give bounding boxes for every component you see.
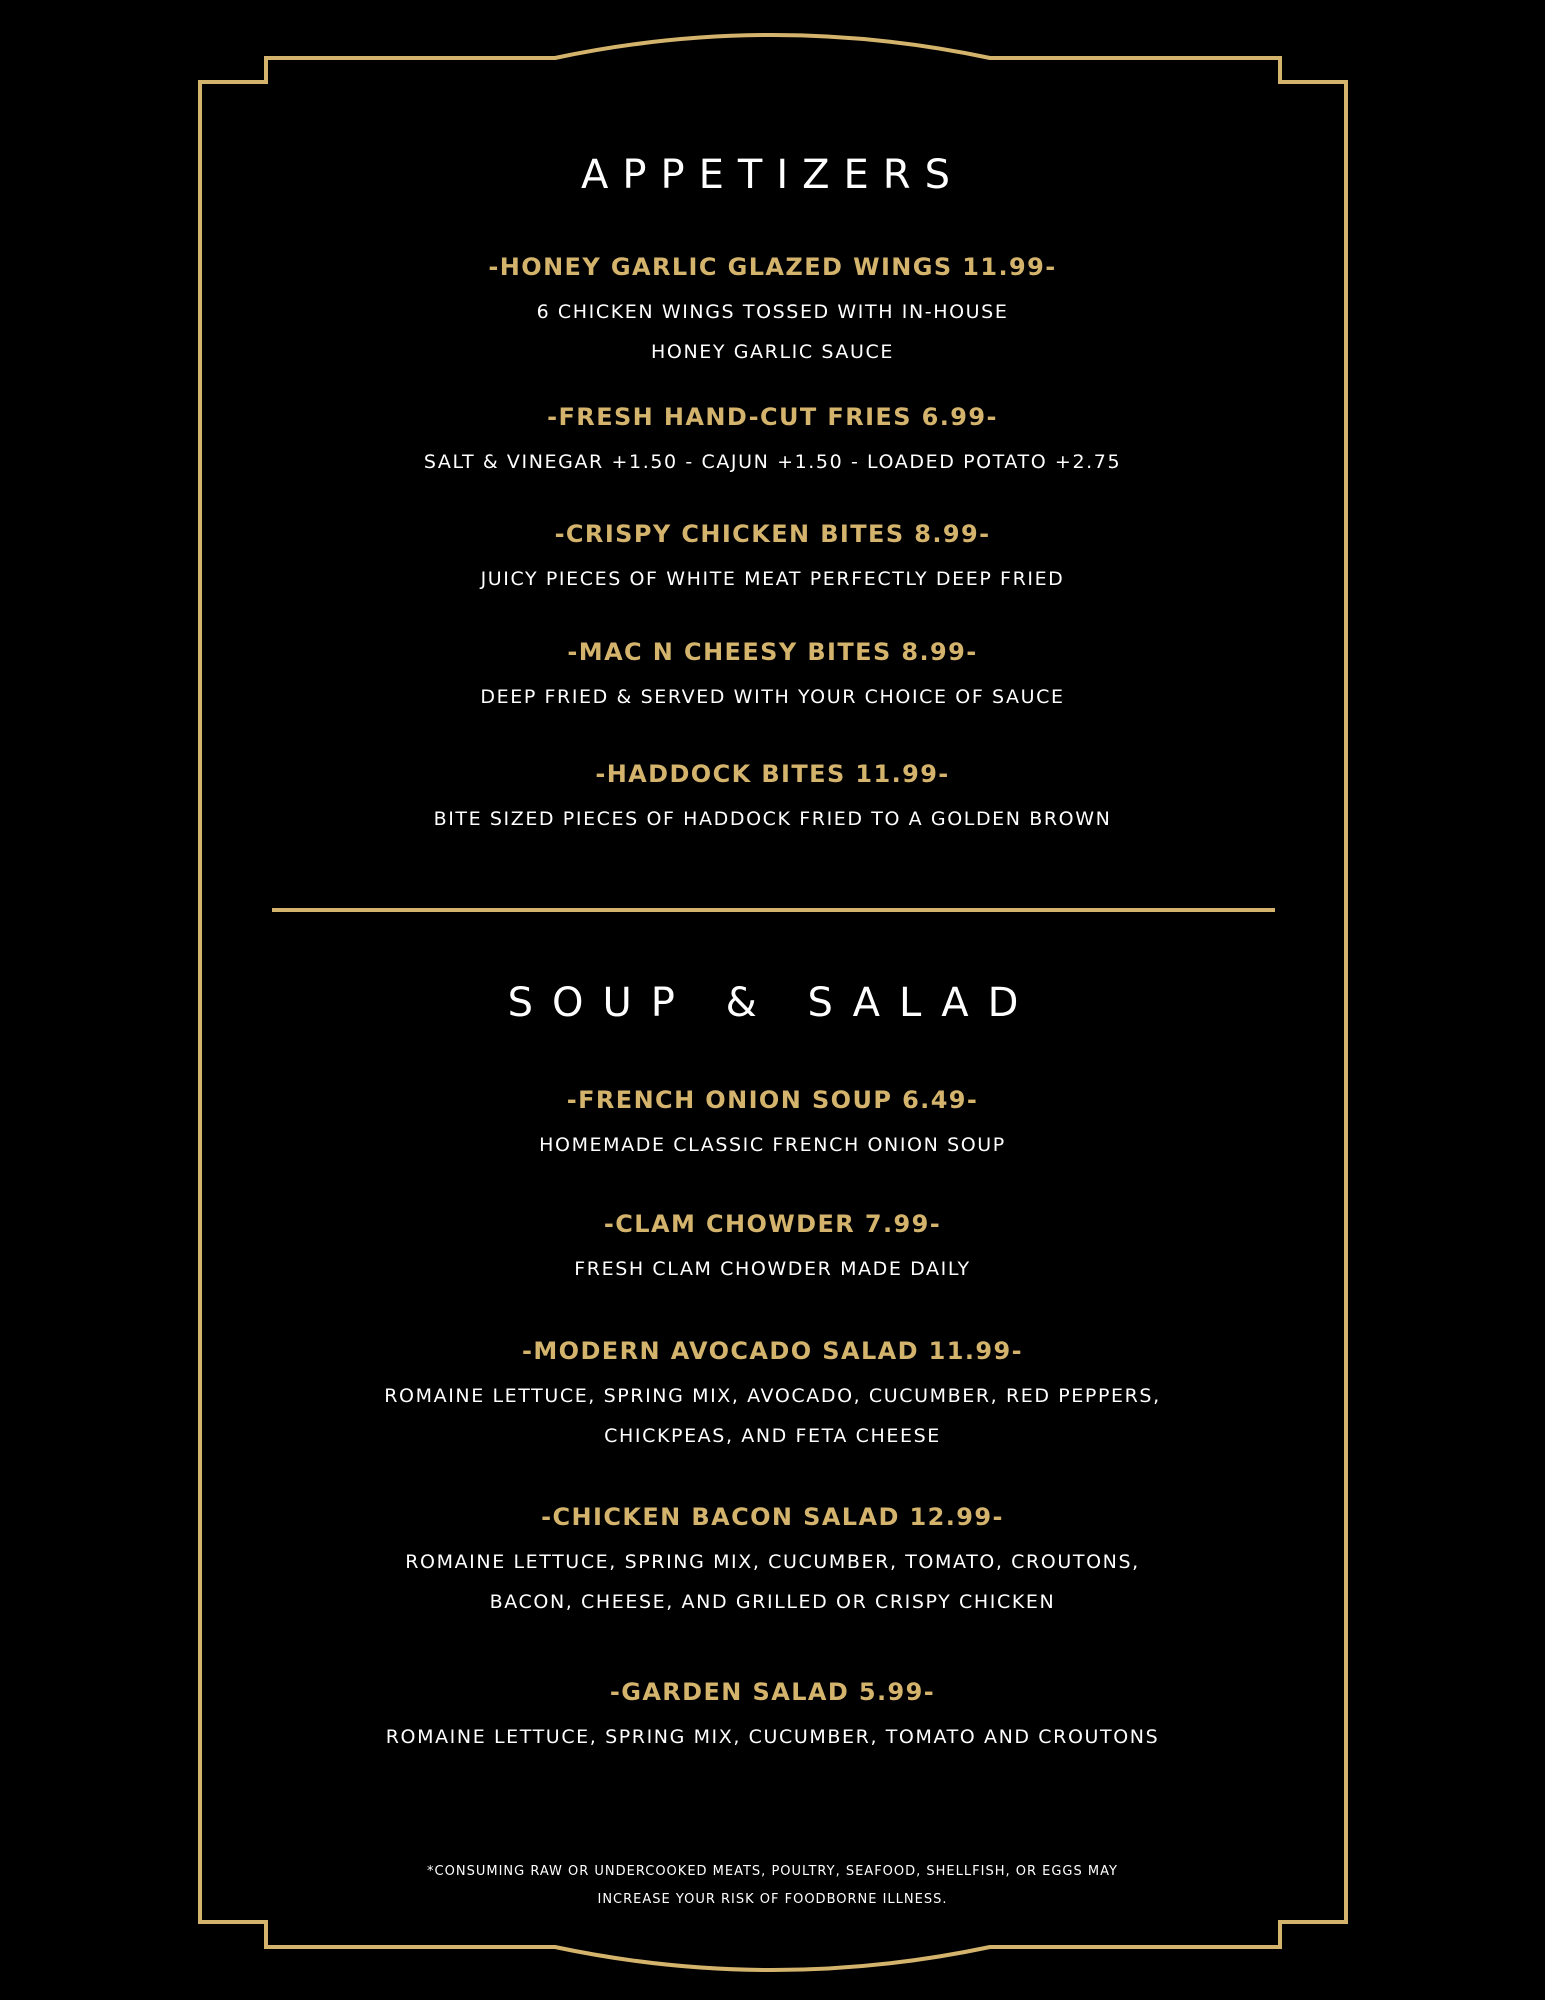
menu-item-description-line: ROMAINE LETTUCE, SPRING MIX, AVOCADO, CUCUMBER, RED PEPPERS, xyxy=(384,1385,1161,1407)
menu-item-description-line: BITE SIZED PIECES OF HADDOCK FRIED TO A GOLDEN BROWN xyxy=(433,808,1112,830)
menu-item-title: -FRENCH ONION SOUP 6.49- xyxy=(566,1086,979,1114)
menu-item-title: -CHICKEN BACON SALAD 12.99- xyxy=(541,1503,1004,1531)
menu-item-description-line: HOMEMADE CLASSIC FRENCH ONION SOUP xyxy=(539,1134,1006,1156)
disclaimer-line: INCREASE YOUR RISK OF FOODBORNE ILLNESS. xyxy=(597,1892,948,1907)
menu-item-description-line: FRESH CLAM CHOWDER MADE DAILY xyxy=(574,1258,971,1280)
menu-item xyxy=(250,1336,1295,1456)
menu-item-description-line: JUICY PIECES OF WHITE MEAT PERFECTLY DEEP FRIED xyxy=(480,568,1065,590)
disclaimer-line: *CONSUMING RAW OR UNDERCOOKED MEATS, POULTRY, SEAFOOD, SHELLFISH, OR EGGS MAY xyxy=(427,1864,1118,1879)
menu-item-title: -FRESH HAND-CUT FRIES 6.99- xyxy=(547,403,998,431)
menu-item-description-line: SALT & VINEGAR +1.50 - CAJUN +1.50 - LOADED POTATO +2.75 xyxy=(423,451,1122,473)
menu-item-description xyxy=(250,1376,1295,1456)
menu-item-description xyxy=(250,1717,1295,1757)
soup-salad-section xyxy=(250,0,1295,1820)
section-title-soup-salad: SOUP & SALAD xyxy=(507,980,1038,1026)
menu-item-title: -CLAM CHOWDER 7.99- xyxy=(603,1210,942,1238)
menu-item-title: -CRISPY CHICKEN BITES 8.99- xyxy=(554,520,991,548)
section-title-appetizers: APPETIZERS xyxy=(581,152,964,198)
menu-item-title: -MAC N CHEESY BITES 8.99- xyxy=(567,638,978,666)
menu-item-description-line: HONEY GARLIC SAUCE xyxy=(651,341,894,363)
menu-item-description-line: ROMAINE LETTUCE, SPRING MIX, CUCUMBER, TOMATO, CROUTONS, xyxy=(405,1551,1140,1573)
menu-item-description xyxy=(250,1125,1295,1165)
menu-item-title: -HONEY GARLIC GLAZED WINGS 11.99- xyxy=(488,253,1057,281)
menu-item-description-line: CHICKPEAS, AND FETA CHEESE xyxy=(604,1425,941,1447)
menu-item-title: -MODERN AVOCADO SALAD 11.99- xyxy=(522,1337,1023,1365)
menu-item xyxy=(250,1502,1295,1622)
menu-item xyxy=(250,1209,1295,1289)
food-safety-disclaimer xyxy=(250,1858,1295,1914)
menu-item-description xyxy=(250,1249,1295,1289)
menu-item-description-line: ROMAINE LETTUCE, SPRING MIX, CUCUMBER, TOMATO AND CROUTONS xyxy=(385,1726,1160,1748)
menu-item xyxy=(250,1085,1295,1165)
menu-item xyxy=(250,1677,1295,1757)
menu-item-description-line: BACON, CHEESE, AND GRILLED OR CRISPY CHICKEN xyxy=(489,1591,1056,1613)
menu-item-description-line: 6 CHICKEN WINGS TOSSED WITH IN-HOUSE xyxy=(536,301,1009,323)
menu-item-title: -GARDEN SALAD 5.99- xyxy=(609,1678,936,1706)
menu-item-description xyxy=(250,1542,1295,1622)
menu-item-title: -HADDOCK BITES 11.99- xyxy=(595,760,950,788)
menu-item-description-line: DEEP FRIED & SERVED WITH YOUR CHOICE OF SAUCE xyxy=(480,686,1065,708)
